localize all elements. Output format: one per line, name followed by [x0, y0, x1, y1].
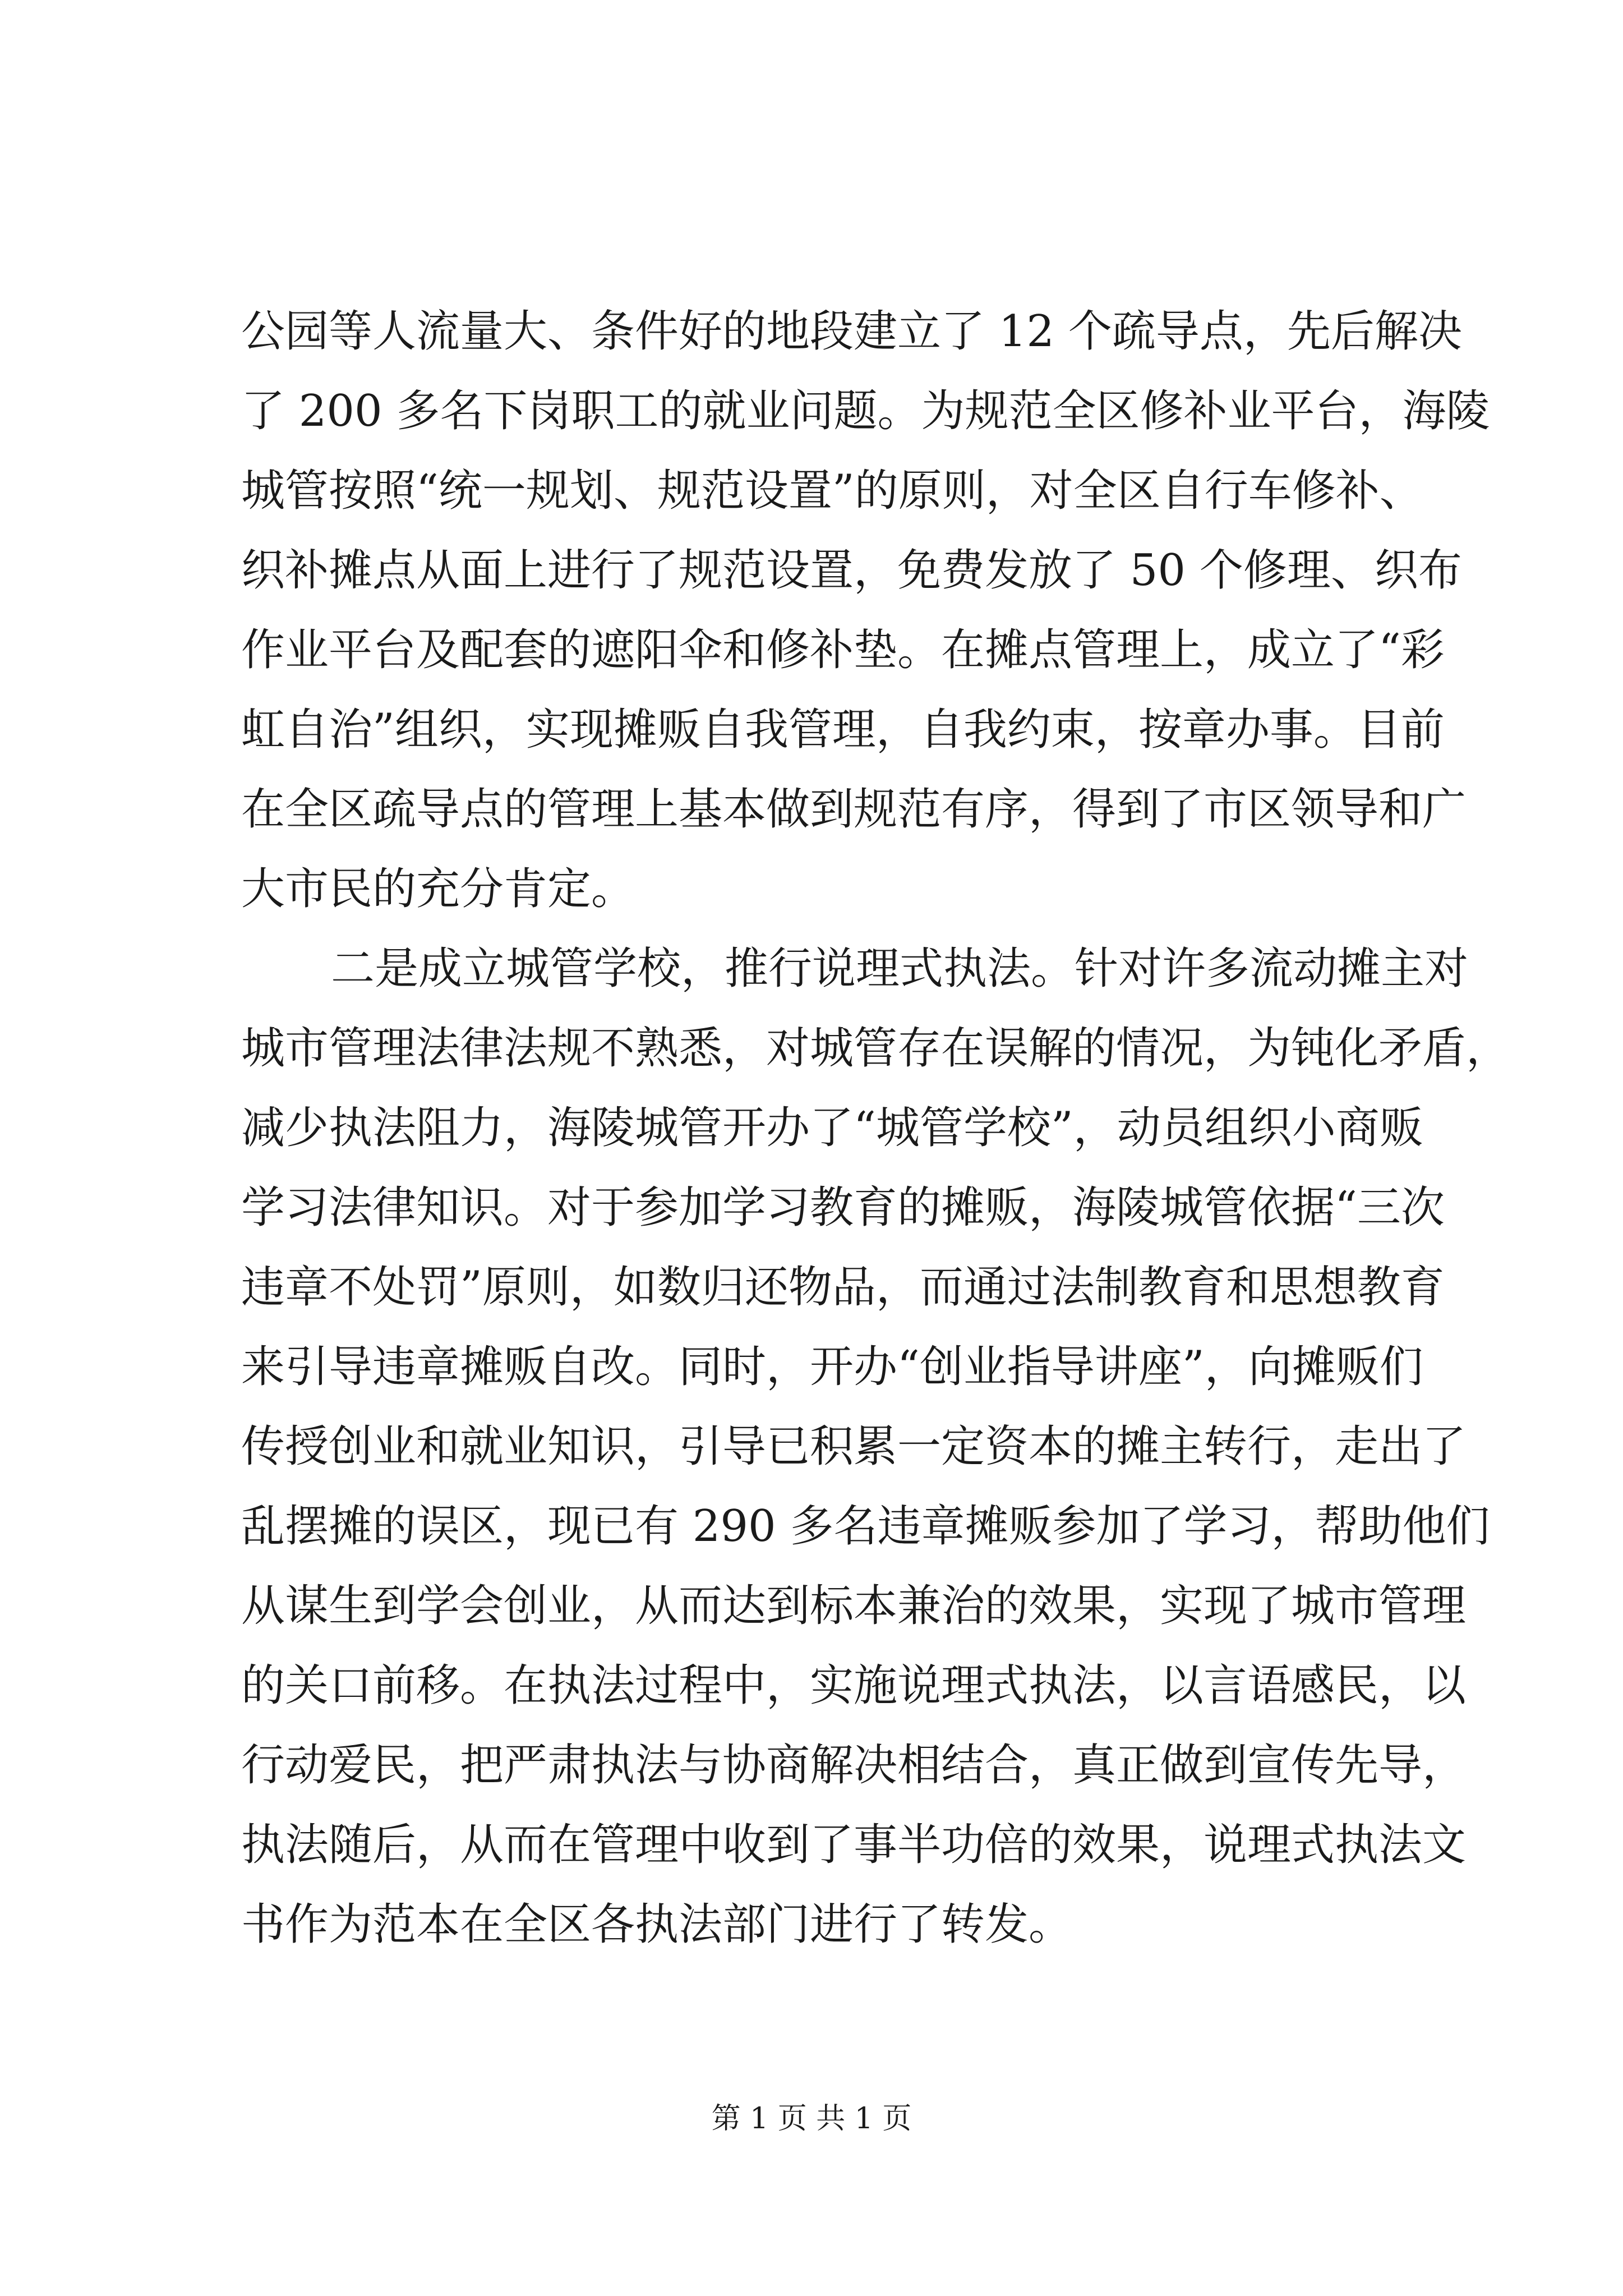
paragraph-line: 乱摆摊的误区，现已有 290 多名违章摊贩参加了学习，帮助他们 — [241, 1501, 1490, 1552]
paragraph-line: 执法随后，从而在管理中收到了事半功倍的效果，说理式执法文 — [241, 1820, 1467, 1870]
paragraph-line: 了 200 多名下岗职工的就业问题。为规范全区修补业平台，海陵 — [241, 386, 1490, 436]
paragraph-line: 传授创业和就业知识，引导已积累一定资本的摊主转行，走出了 — [241, 1421, 1467, 1472]
paragraph-line: 城市管理法律法规不熟悉，对城管存在误解的情况，为钝化矛盾， — [241, 1023, 1510, 1074]
page-number-label: 第 1 页 共 1 页 — [711, 2102, 912, 2136]
paragraph-line: 大市民的充分肯定。 — [241, 864, 635, 914]
paragraph-line: 减少执法阻力，海陵城管开办了“城管学校”，动员组织小商贩 — [241, 1103, 1423, 1153]
paragraph-line: 的关口前移。在执法过程中，实施说理式执法，以言语感民，以 — [241, 1660, 1467, 1711]
paragraph-line: 在全区疏导点的管理上基本做到规范有序，得到了市区领导和广 — [241, 784, 1467, 835]
paragraph-line: 作业平台及配套的遮阳伞和修补垫。在摊点管理上，成立了“彩 — [241, 625, 1445, 675]
paragraph-line: 织补摊点从面上进行了规范设置，免费发放了 50 个修理、织布 — [241, 545, 1462, 596]
paragraph-line: 二是成立城管学校，推行说理式执法。针对许多流动摊主对 — [331, 944, 1469, 994]
page-footer — [0, 2099, 1623, 2138]
paragraph-line: 从谋生到学会创业，从而达到标本兼治的效果，实现了城市管理 — [241, 1581, 1467, 1631]
paragraph-line: 公园等人流量大、条件好的地段建立了 12 个疏导点，先后解决 — [241, 306, 1462, 357]
paragraph-line: 行动爱民，把严肃执法与协商解决相结合，真正做到宣传先导， — [241, 1740, 1467, 1791]
paragraph-line: 虹自治”组织，实现摊贩自我管理，自我约束，按章办事。目前 — [241, 705, 1445, 755]
paragraph-line: 来引导违章摊贩自改。同时，开办“创业指导讲座”，向摊贩们 — [241, 1342, 1423, 1392]
document-body — [241, 292, 1510, 1964]
paragraph-line: 学习法律知识。对于参加学习教育的摊贩，海陵城管依据“三次 — [241, 1182, 1445, 1233]
paragraph-line: 违章不处罚”原则，如数归还物品，而通过法制教育和思想教育 — [241, 1262, 1445, 1313]
paragraph-line: 书作为范本在全区各执法部门进行了转发。 — [241, 1899, 1073, 1950]
paragraph-line: 城管按照“统一规划、规范设置”的原则，对全区自行车修补、 — [241, 466, 1423, 516]
